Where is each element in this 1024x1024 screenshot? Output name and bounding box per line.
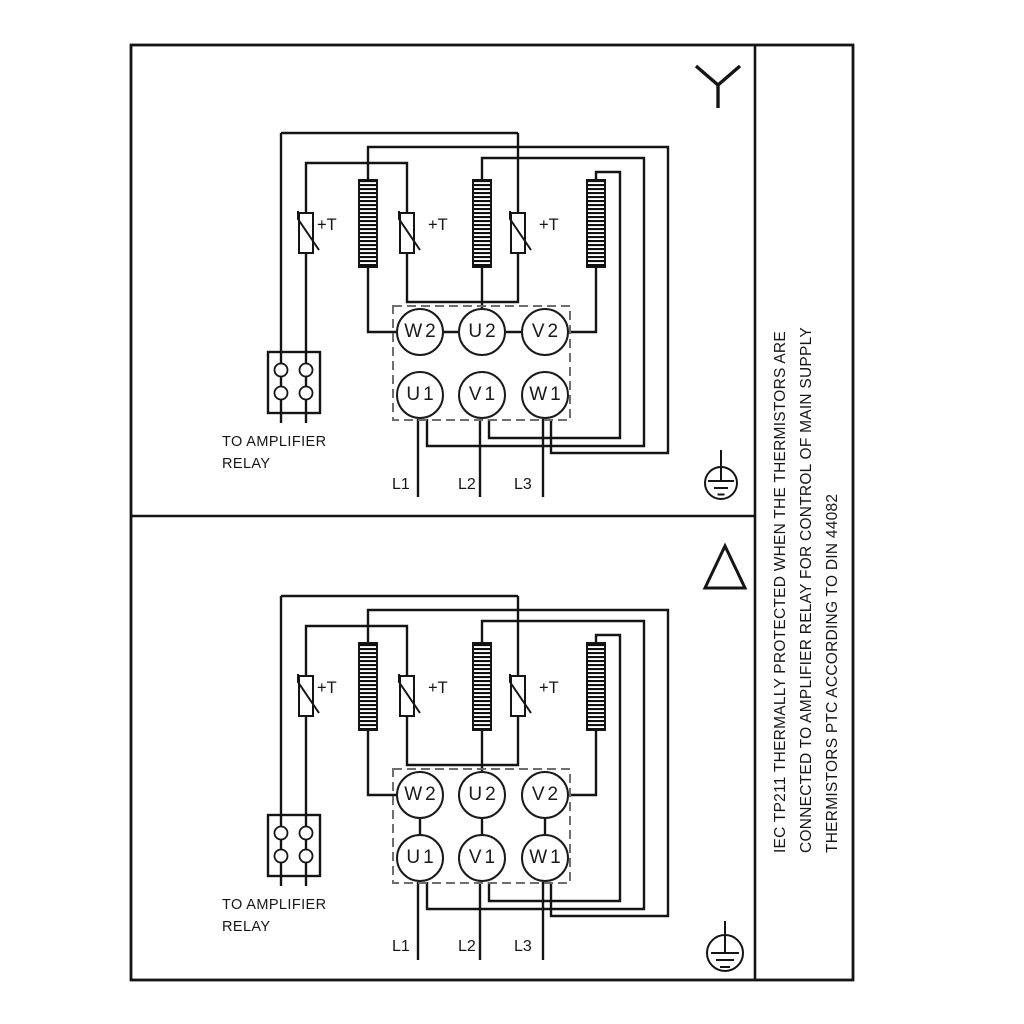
earth-ground-icon (705, 450, 737, 499)
earth-ground-icon (707, 921, 743, 971)
supply-line-label-l1: L1 (392, 476, 410, 493)
thermistor-label: +T (317, 216, 337, 234)
terminal-w1: W1 (521, 834, 569, 882)
thermistor-label: +T (539, 216, 559, 234)
terminal-v1: V1 (458, 371, 506, 419)
relay-caption-line: RELAY (222, 919, 271, 935)
relay-terminal-block (268, 352, 320, 413)
panel-delta (268, 546, 745, 971)
panel-star (268, 66, 740, 499)
thermistor-label: +T (428, 679, 448, 697)
terminal-v2: V2 (521, 308, 569, 356)
thermistor-label: +T (428, 216, 448, 234)
terminal-w1: W1 (521, 371, 569, 419)
motor-winding-symbol (359, 180, 605, 267)
relay-caption-line: RELAY (222, 456, 271, 472)
thermistor-label: +T (317, 679, 337, 697)
supply-line-label-l1: L1 (392, 938, 410, 955)
terminal-v2: V2 (521, 771, 569, 819)
supply-line-label-l2: L2 (458, 476, 476, 493)
side-note-line: IEC TP211 THERMALLY PROTECTED WHEN THE THERMISTORS ARE (772, 331, 789, 853)
supply-line-label-l3: L3 (514, 476, 532, 493)
delta-triangle-icon (705, 546, 745, 588)
side-note (768, 73, 846, 853)
thermistor-label: +T (539, 679, 559, 697)
terminal-u2: U2 (458, 308, 506, 356)
motor-winding-symbol (359, 643, 605, 730)
terminal-u1: U1 (396, 371, 444, 419)
terminal-u1: U1 (396, 834, 444, 882)
relay-caption-line: TO AMPLIFIER (222, 897, 327, 913)
terminal-w2: W2 (396, 771, 444, 819)
supply-line-label-l3: L3 (514, 938, 532, 955)
wye-star-icon (696, 66, 740, 108)
terminal-u2: U2 (458, 771, 506, 819)
supply-line-label-l2: L2 (458, 938, 476, 955)
terminal-v1: V1 (458, 834, 506, 882)
relay-caption-line: TO AMPLIFIER (222, 434, 327, 450)
relay-terminal-block (268, 815, 320, 876)
terminal-w2: W2 (396, 308, 444, 356)
side-note-line: CONNECTED TO AMPLIFIER RELAY FOR CONTROL OF MAIN SUPPLY (798, 327, 815, 853)
side-note-line: THERMISTORS PTC ACCORDING TO DIN 44082 (824, 493, 841, 853)
